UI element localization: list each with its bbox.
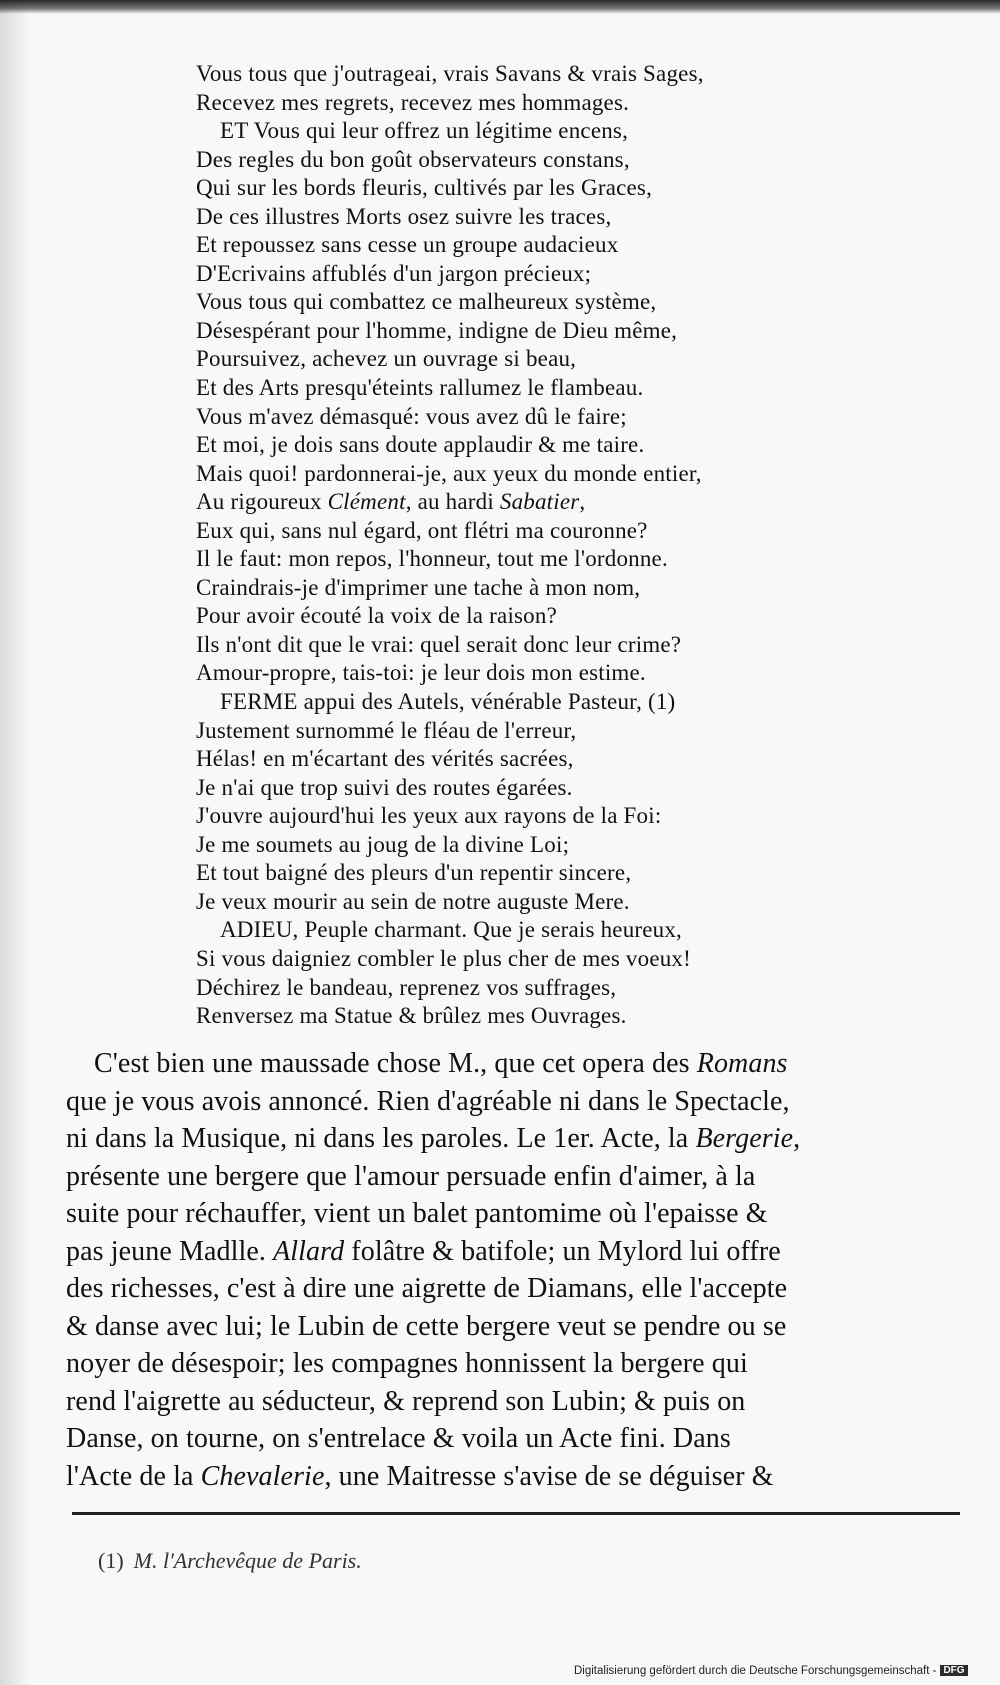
prose-text: folâtre & batifole; un Mylord lui offre — [344, 1235, 781, 1267]
prose-text: noyer de désespoir; les compagnes honnissent la bergere qui — [66, 1348, 748, 1379]
poem-line: Des regles du bon goût observateurs constans, — [196, 146, 630, 172]
footnote-text: M. l'Archevêque de Paris. — [133, 1548, 362, 1573]
poem-line: Déchirez le bandeau, reprenez vos suffrages, — [196, 974, 617, 1000]
prose-line — [66, 1458, 966, 1496]
prose-italic-word: Romans — [696, 1048, 788, 1079]
poem-line: Il le faut: mon repos, l'honneur, tout me l'ordonne. — [196, 546, 668, 572]
prose-text: C'est bien une maussade chose M., que cet opera des — [94, 1048, 697, 1079]
prose-block — [66, 1045, 966, 1495]
prose-line — [66, 1083, 966, 1121]
poem-line: Et tout baigné des pleurs d'un repentir sincere, — [196, 860, 632, 886]
poem-line: Et repoussez sans cesse un groupe audacieux — [196, 232, 619, 258]
prose-italic-word: Chevalerie — [200, 1460, 325, 1492]
digitization-credit — [574, 1665, 968, 1677]
prose-line — [66, 1045, 966, 1083]
prose-text: ni dans la Musique, ni dans les paroles. Le 1er. Acte, la — [66, 1123, 696, 1154]
credit-text: Digitalisierung gefördert durch die Deutsche Forschungsgemeinschaft - — [574, 1665, 937, 1677]
prose-line — [66, 1158, 966, 1196]
poem-line-text: , au hardi — [405, 489, 500, 515]
poem-line-name: Sabatier — [499, 489, 580, 515]
poem-line: Justement surnommé le fléau de l'erreur, — [196, 717, 577, 743]
prose-text: que je vous avois annoncé. Rien d'agréable ni dans le Spectacle, — [66, 1085, 790, 1117]
poem-line-text: , — [579, 489, 586, 515]
page-top-edge-shadow — [0, 0, 1000, 14]
poem-line: Je me soumets au joug de la divine Loi; — [196, 831, 570, 857]
poem-line — [196, 488, 916, 517]
prose-line — [66, 1420, 966, 1458]
poem-line: Poursuivez, achevez un ouvrage si beau, — [196, 346, 577, 372]
prose-text: Danse, on tourne, on s'entrelace & voila un Acte fini. Dans — [66, 1423, 731, 1454]
prose-italic-word: Bergerie — [695, 1123, 794, 1154]
poem-line: Qui sur les bords fleuris, cultivés par les Graces, — [196, 175, 653, 201]
footnote-rule — [72, 1512, 960, 1515]
footnote — [98, 1548, 362, 1574]
prose-line — [66, 1233, 966, 1271]
prose-text: rend l'aigrette au séducteur, & reprend son Lubin; & puis on — [66, 1385, 746, 1417]
prose-line — [66, 1308, 966, 1346]
poem-line: Si vous daigniez combler le plus cher de mes voeux! — [196, 945, 691, 971]
poem-line: D'Ecrivains affublés d'un jargon précieux; — [196, 260, 592, 286]
footnote-number: (1) — [98, 1548, 124, 1573]
prose-text: des richesses, c'est à dire une aigrette de Diamans, elle l'accepte — [66, 1273, 788, 1304]
prose-text: & danse avec lui; le Lubin de cette bergere veut se pendre ou se — [66, 1310, 787, 1342]
prose-line — [66, 1270, 966, 1308]
poem-line: Craindrais-je d'imprimer une tache à mon nom, — [196, 574, 641, 600]
poem-line-text: Au rigoureux — [196, 489, 328, 515]
poem-line: Recevez mes regrets, recevez mes hommages. — [196, 89, 630, 115]
prose-line — [66, 1345, 966, 1383]
prose-text: , — [793, 1123, 801, 1154]
poem-line: ADIEU, Peuple charmant. Que je serais heureux, — [220, 917, 683, 943]
poem-line-name: Clément — [327, 489, 406, 515]
poem-line: Pour avoir écouté la voix de la raison? — [196, 603, 557, 629]
prose-text: l'Acte de la — [66, 1460, 201, 1492]
prose-text: , une Maitresse s'avise de se déguiser & — [324, 1460, 774, 1492]
poem-line: Renversez ma Statue & brûlez mes Ouvrages. — [196, 1003, 627, 1029]
prose-text: présente une bergere que l'amour persuade enfin d'aimer, à la — [66, 1160, 756, 1192]
poem-line: Hélas! en m'écartant des vérités sacrées, — [196, 746, 574, 772]
poem-line: Je n'ai que trop suivi des routes égarées. — [196, 774, 573, 800]
dfg-logo: DFG — [940, 1665, 967, 1676]
prose-line — [66, 1383, 966, 1421]
prose-italic-word: Allard — [273, 1235, 345, 1267]
poem-line: Désespérant pour l'homme, indigne de Dieu même, — [196, 317, 678, 343]
poem-line: Et des Arts presqu'éteints rallumez le flambeau. — [196, 375, 644, 401]
poem-line: FERME appui des Autels, vénérable Pasteur, (1) — [220, 689, 676, 715]
poem-line: Amour-propre, tais-toi: je leur dois mon estime. — [196, 660, 646, 686]
poem-line: Vous tous qui combattez ce malheureux système, — [196, 289, 657, 315]
prose-line — [66, 1120, 966, 1158]
prose-text: pas jeune Madlle. — [66, 1235, 274, 1267]
poem-line: Mais quoi! pardonnerai-je, aux yeux du monde entier, — [196, 460, 702, 486]
poem-line: De ces illustres Morts osez suivre les traces, — [196, 203, 612, 229]
prose-line — [66, 1195, 966, 1233]
poem-line: ET Vous qui leur offrez un légitime encens, — [220, 118, 629, 144]
poem-line: Vous tous que j'outrageai, vrais Savans & vrais Sages, — [196, 61, 704, 86]
poem-line: Vous m'avez démasqué: vous avez dû le faire; — [196, 403, 627, 429]
poem-line: Je veux mourir au sein de notre auguste Mere. — [196, 888, 630, 914]
poem-line: J'ouvre aujourd'hui les yeux aux rayons de la Foi: — [196, 803, 662, 829]
poem-line: Et moi, je dois sans doute applaudir & me taire. — [196, 432, 645, 458]
poem-line: Eux qui, sans nul égard, ont flétri ma couronne? — [196, 517, 648, 543]
poem-line: Ils n'ont dit que le vrai: quel serait donc leur crime? — [196, 631, 682, 657]
prose-text: suite pour réchauffer, vient un balet pantomime où l'epaisse & — [66, 1198, 768, 1229]
page-left-shadow — [0, 0, 30, 1685]
poem-block — [196, 60, 916, 1031]
